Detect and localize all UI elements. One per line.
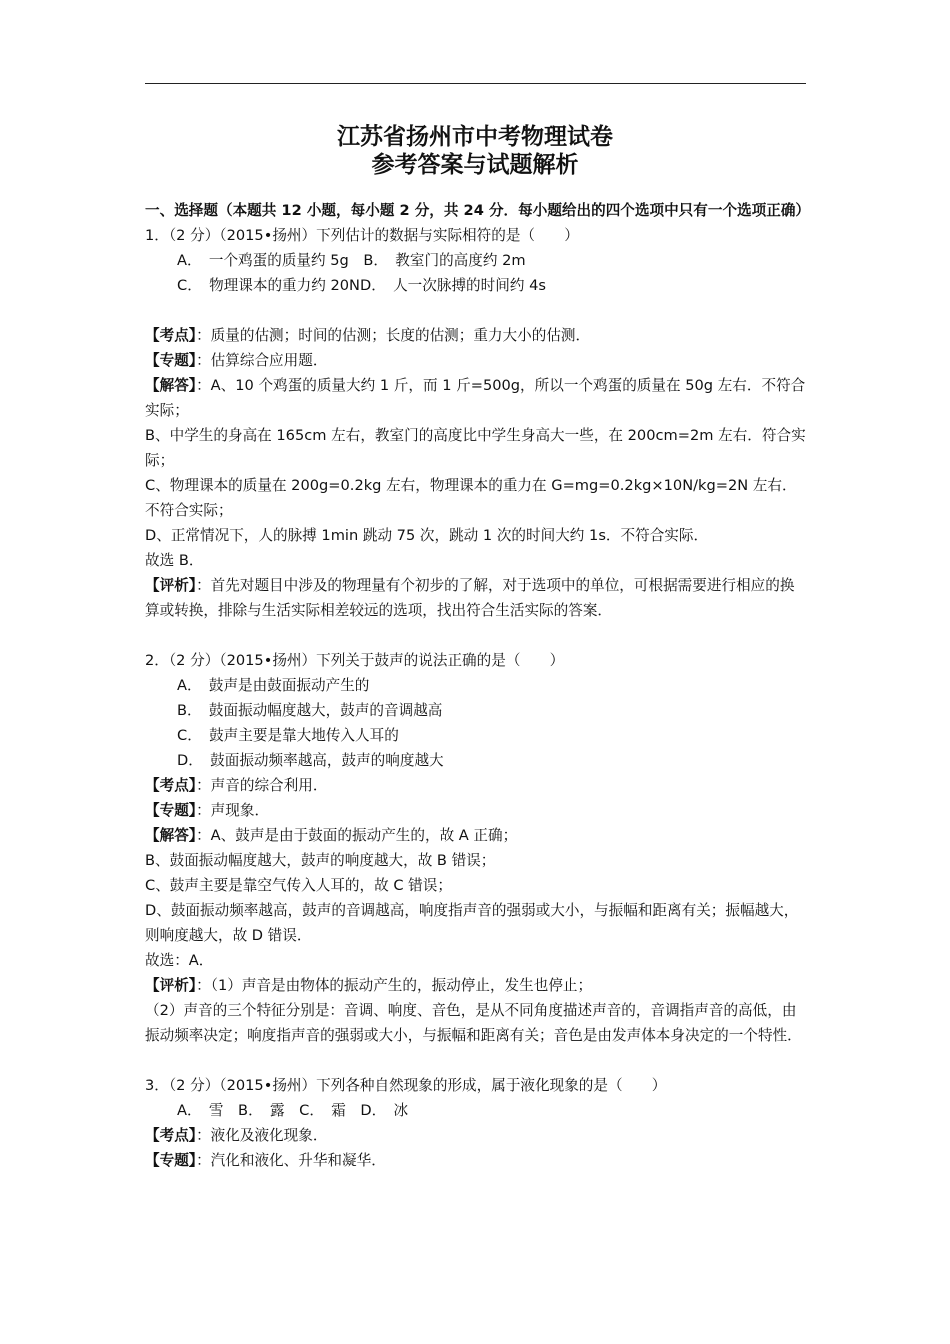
question-3-stem: 3．（2 分）（2015•扬州）下列各种自然现象的形成，属于液化现象的是（ ） xyxy=(145,1077,667,1094)
question-1-options-ab: A． 一个鸡蛋的质量约 5g B． 教室门的高度约 2m xyxy=(177,252,526,269)
question-2-jieda: 【解答】：A、鼓声是由于鼓面的振动产生的，故 A 正确； xyxy=(145,827,518,844)
question-2-jieda-d: D、鼓面振动频率越高，鼓声的音调越高，响度指声音的强弱或大小，与振幅和距离有关；振幅越大，则响度越大，故 D 错误． xyxy=(145,902,799,944)
question-1-jieda-b: B、中学生的身高在 165cm 左右，教室门的高度比中学生身高大一些，在 200cm=2m 左右．符合实际； xyxy=(145,427,806,469)
page-title: 江苏省扬州市中考物理试卷 xyxy=(337,124,613,150)
question-3-zhuanti: 【专题】：汽化和液化、升华和凝华． xyxy=(145,1152,386,1169)
question-2-option-d: D． 鼓面振动频率越高，鼓声的响度越大 xyxy=(177,752,444,769)
question-2-jieda-b: B、鼓面振动幅度越大，鼓声的响度越大，故 B 错误； xyxy=(145,852,496,869)
question-1-kaodian: 【考点】：质量的估测；时间的估测；长度的估测；重力大小的估测． xyxy=(145,327,591,344)
question-2-jieda-c: C、鼓声主要是靠空气传入人耳的，故 C 错误； xyxy=(145,877,452,894)
page-subtitle: 参考答案与试题解析 xyxy=(371,152,579,178)
question-1-answer: 故选 B． xyxy=(145,552,204,569)
question-3-options: A． 雪 B． 露 C． 霜 D． 冰 xyxy=(177,1102,409,1119)
question-2-zhuanti: 【专题】：声现象． xyxy=(145,802,270,819)
section-heading: 一、选择题（本题共 12 小题，每小题 2 分，共 24 分．每小题给出的四个选项中只有一个选项正确） xyxy=(145,202,811,219)
question-2-option-b: B． 鼓面振动幅度越大，鼓声的音调越高 xyxy=(177,702,443,719)
question-2-option-a: A． 鼓声是由鼓面振动产生的 xyxy=(177,677,370,694)
question-2-pingxi: 【评析】：（1）声音是由物体的振动产生的，振动停止，发生也停止； xyxy=(145,977,593,994)
question-1-pingxi: 【评析】：首先对题目中涉及的物理量有个初步的了解，对于选项中的单位，可根据需要进行相应的换算或转换，排除与生活实际相差较远的选项，找出符合生活实际的答案． xyxy=(145,577,795,619)
question-1-stem: 1．（2 分）（2015•扬州）下列估计的数据与实际相符的是（ ） xyxy=(145,227,579,244)
question-1-jieda: 【解答】：A、10 个鸡蛋的质量大约 1 斤，而 1 斤=500g，所以一个鸡蛋的质量在 50g 左右．不符合实际； xyxy=(145,377,806,419)
question-2-kaodian: 【考点】：声音的综合利用． xyxy=(145,777,328,794)
question-1-options-cd: C． 物理课本的重力约 20ND． 人一次脉搏的时间约 4s xyxy=(177,277,546,294)
question-1-jieda-c: C、物理课本的质量在 200g=0.2kg 左右，物理课本的重力在 G=mg=0.2kg×10N/kg=2N 左右．不符合实际； xyxy=(145,477,797,519)
question-2-option-c: C． 鼓声主要是靠大地传入人耳的 xyxy=(177,727,399,744)
question-1-jieda-d: D、正常情况下，人的脉搏 1min 跳动 75 次，跳动 1 次的时间大约 1s．不符合实际． xyxy=(145,527,709,544)
document-body xyxy=(145,198,811,1173)
question-2-stem: 2．（2 分）（2015•扬州）下列关于鼓声的说法正确的是（ ） xyxy=(145,652,565,669)
header-rule xyxy=(145,83,806,84)
question-2-answer: 故选：A． xyxy=(145,952,214,969)
question-2-pingxi-2: （2）声音的三个特征分别是：音调、响度、音色，是从不同角度描述声音的，音调指声音的高低，由振动频率决定；响度指声音的强弱或大小，与振幅和距离有关；音色是由发声体本身决定的一个特性． xyxy=(145,1002,802,1044)
question-3-kaodian: 【考点】：液化及液化现象． xyxy=(145,1127,328,1144)
question-1-zhuanti: 【专题】：估算综合应用题． xyxy=(145,352,328,369)
